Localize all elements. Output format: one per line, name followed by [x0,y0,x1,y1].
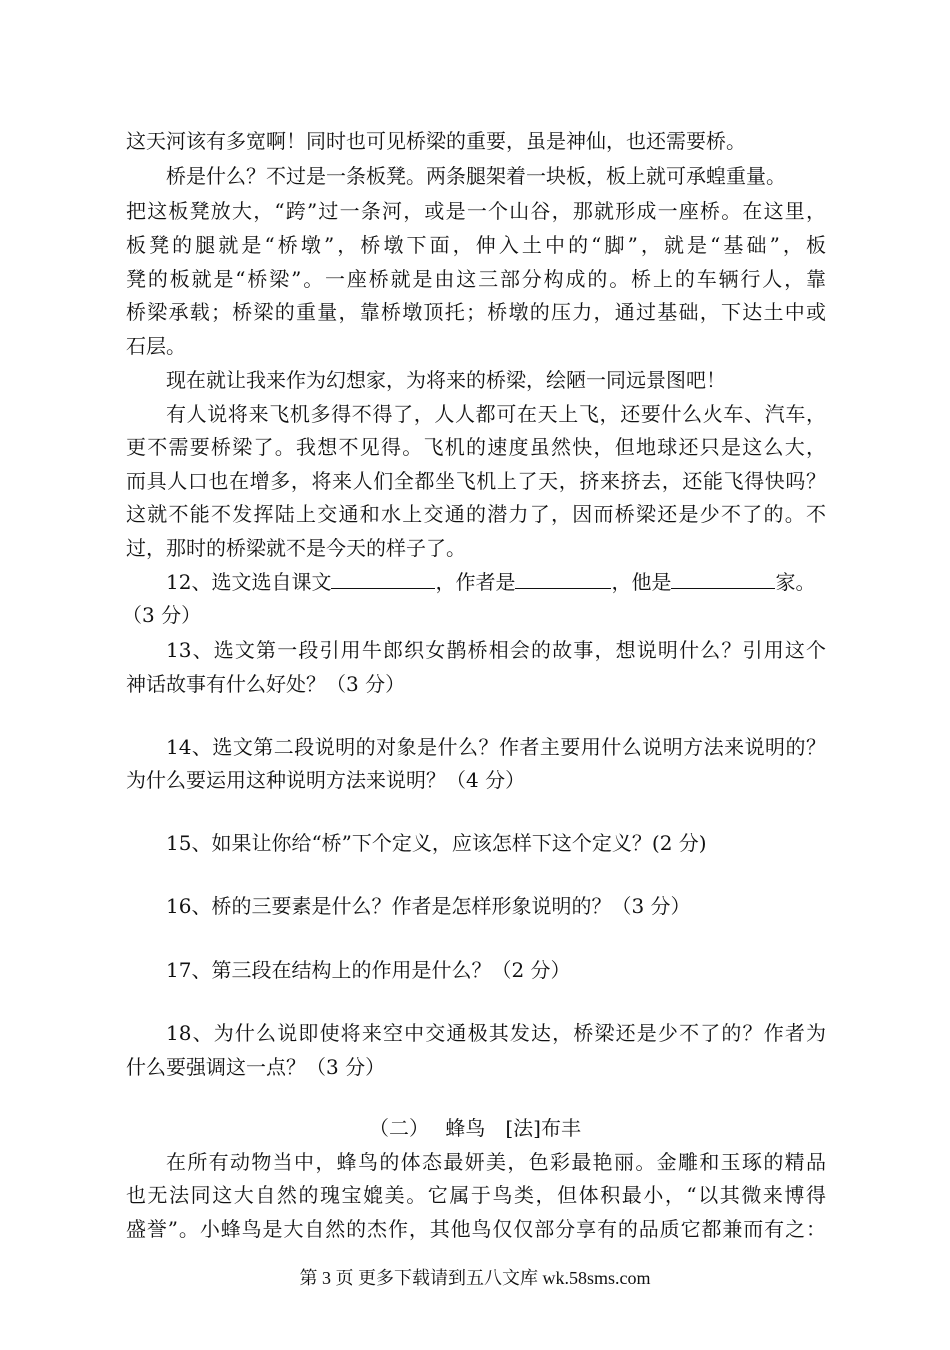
passage-line: 把这板凳放大，“跨”过一条河，或是一个山谷，那就形成一座桥。在这里， [126,199,826,223]
passage-line: 现在就让我来作为幻想家，为将来的桥梁，绘陋一同远景图吧！ [166,368,726,392]
passage-line: 有人说将来飞机多得不得了，人人都可在天上飞，还要什么火车、汽车， [166,402,826,426]
passage-line: 盛誉”。小蜂鸟是大自然的杰作，其他鸟仅仅部分享有的品质它都兼而有之： [126,1217,826,1241]
question-12-score: （3 分） [122,603,202,627]
question-13: 神话故事有什么好处？（3 分） [126,672,406,696]
question-15: 15、如果让你给“桥”下个定义，应该怎样下这个定义？(2 分) [166,831,707,855]
passage-line: 桥是什么？不过是一条板凳。两条腿架着一块板，板上就可承蝗重量。 [166,164,786,188]
passage-line: 也无法同这大自然的瑰宝媲美。它属于鸟类，但体积最小，“以其微来博得 [126,1183,826,1207]
section-heading: （二） 蜂鸟 [法]布丰 [369,1116,581,1140]
passage-line: 凳的板就是“桥梁”。一座桥就是由这三部分构成的。桥上的车辆行人，靠 [126,267,826,291]
question-14: 14、选文第二段说明的对象是什么？作者主要用什么说明方法来说明的？ [166,735,826,759]
passage-line: 桥梁承载；桥梁的重量，靠桥墩顶托；桥墩的压力，通过基础，下达土中或 [126,300,826,324]
question-13: 13、选文第一段引用牛郎织女鹊桥相会的故事，想说明什么？引用这个 [166,638,826,662]
question-18: 什么要强调这一点？（3 分） [126,1055,386,1079]
passage-line: 而具人口也在增多，将来人们全都坐飞机上了天，挤来挤去，还能飞得快吗？ [126,469,826,493]
answer-blank-author[interactable] [515,568,611,589]
passage-line: 板凳的腿就是“桥墩”，桥墩下面，伸入土中的“脚”，就是“基础”，板 [126,233,826,257]
question-12-text: ，他是 [611,570,672,594]
question-18: 18、为什么说即使将来空中交通极其发达，桥梁还是少不了的？作者为 [166,1021,826,1045]
question-14: 为什么要运用这种说明方法来说明？（4 分） [126,768,526,792]
question-16: 16、桥的三要素是什么？作者是怎样形象说明的？（3 分） [166,894,691,918]
passage-line: 这就不能不发挥陆上交通和水上交通的潜力了，因而桥梁还是少不了的。不 [126,502,826,526]
passage-line: 这天河该有多宽啊！同时也可见桥梁的重要，虽是神仙，也还需要桥。 [126,129,746,153]
passage-line: 在所有动物当中，蜂鸟的体态最妍美，色彩最艳丽。金雕和玉琢的精品 [166,1150,826,1174]
question-12-text: ，作者是 [435,570,516,594]
question-12-text: 12、选文选自课文 [166,570,332,594]
answer-blank-profession[interactable] [671,568,775,589]
page-footer: 第 3 页 更多下载请到五八文库 wk.58sms.com [299,1268,651,1288]
question-12 [166,568,826,595]
passage-line: 过，那时的桥梁就不是今天的样子了。 [126,536,466,560]
passage-line: 更不需要桥梁了。我想不见得。飞机的速度虽然快，但地球还只是这么大， [126,435,826,459]
answer-blank-title[interactable] [331,568,435,589]
passage-line: 石层。 [126,334,186,358]
question-17: 17、第三段在结构上的作用是什么？（2 分） [166,958,571,982]
question-12-text: 家。 [775,570,816,594]
